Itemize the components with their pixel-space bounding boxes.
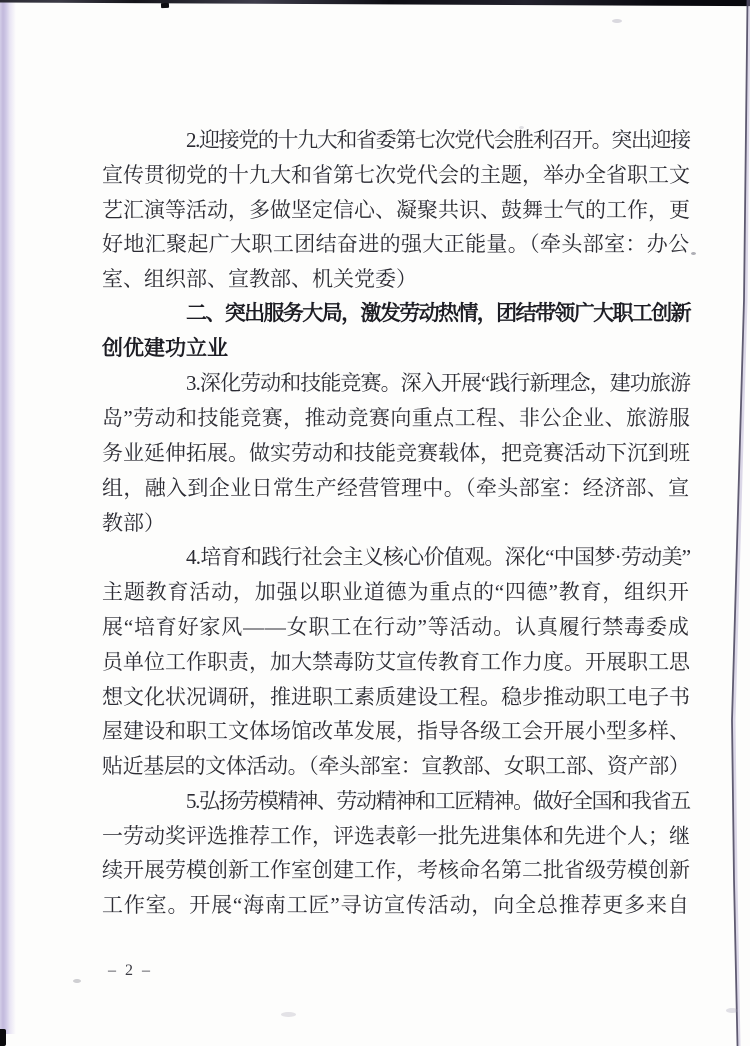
text-line: 主题教育活动，加强以职业道德为重点的“四德”教育，组织开 [102,580,690,605]
text-line: 岛”劳动和技能竞赛，推动竞赛向重点工程、非公企业、旅游服 [102,406,691,431]
text-line: 续开展劳模创新工作室创建工作，考核命名第二批省级劳模创新 [102,858,690,883]
page-number: – 2 – [108,962,151,979]
text-line: 3.深化劳动和技能竞赛。深入开展“践行新理念，建功旅游 [186,371,691,396]
text-line: 宣传贯彻党的十九大和省第七次党代会的主题，举办全省职工文 [102,162,690,187]
scan-speck [726,1008,738,1013]
text-line: 展“培育好家风——女职工在行动”等活动。认真履行禁毒委成 [102,614,690,639]
text-line: 屋建设和职工文体场馆改革发展，指导各级工会开展小型多样、 [102,719,690,744]
text-line: 员单位工作职责，加大禁毒防艾宣传教育工作力度。开展职工思 [102,649,690,674]
text-line: 艺汇演等活动，多做坚定信心、凝聚共识、鼓舞士气的工作，更 [102,197,690,222]
paragraph [102,784,690,923]
text-line: 2.迎接党的十九大和省委第七次党代会胜利召开。突出迎接 [186,128,690,152]
document-body [102,123,690,923]
text-line: 组，融入到企业日常生产经营管理中。（牵头部室：经济部、宣 [102,475,690,500]
scan-speck [73,979,81,983]
scan-speck [612,19,622,23]
paragraph [102,123,690,297]
text-line: 4.培育和践行社会主义核心价值观。深化“中国梦·劳动美” [186,545,691,570]
scan-speck [691,252,696,255]
text-line: 一劳动奖评选推荐工作，评选表彰一批先进集体和先进个人；继 [102,823,690,848]
text-line: 好地汇聚起广大职工团结奋进的强大正能量。（牵头部室：办公 [102,232,690,257]
text-line: 室、组织部、宣教部、机关党委） [102,267,417,292]
text-line: 贴近基层的文体活动。（牵头部室：宣教部、女职工部、资产部） [102,754,690,779]
text-line: 5.弘扬劳模精神、劳动精神和工匠精神。做好全国和我省五 [186,788,690,813]
section-heading [102,297,690,367]
scan-speck [281,1012,296,1017]
scan-corner-mark [0,1029,6,1046]
text-line: 二、突出服务大局，激发劳动热情，团结带领广大职工创新 [186,301,690,325]
paragraph [102,540,690,783]
text-line: 工作室。开展“海南工匠”寻访宣传活动，向全总推荐更多来自 [102,893,690,918]
text-line: 想文化状况调研，推进职工素质建设工程。稳步推动职工电子书 [102,684,690,709]
text-line: 教部） [102,510,165,535]
text-line: 务业延伸拓展。做实劳动和技能竞赛载体，把竞赛活动下沉到班 [102,441,690,466]
text-line: 创优建功立业 [102,336,228,360]
paragraph [102,366,690,540]
